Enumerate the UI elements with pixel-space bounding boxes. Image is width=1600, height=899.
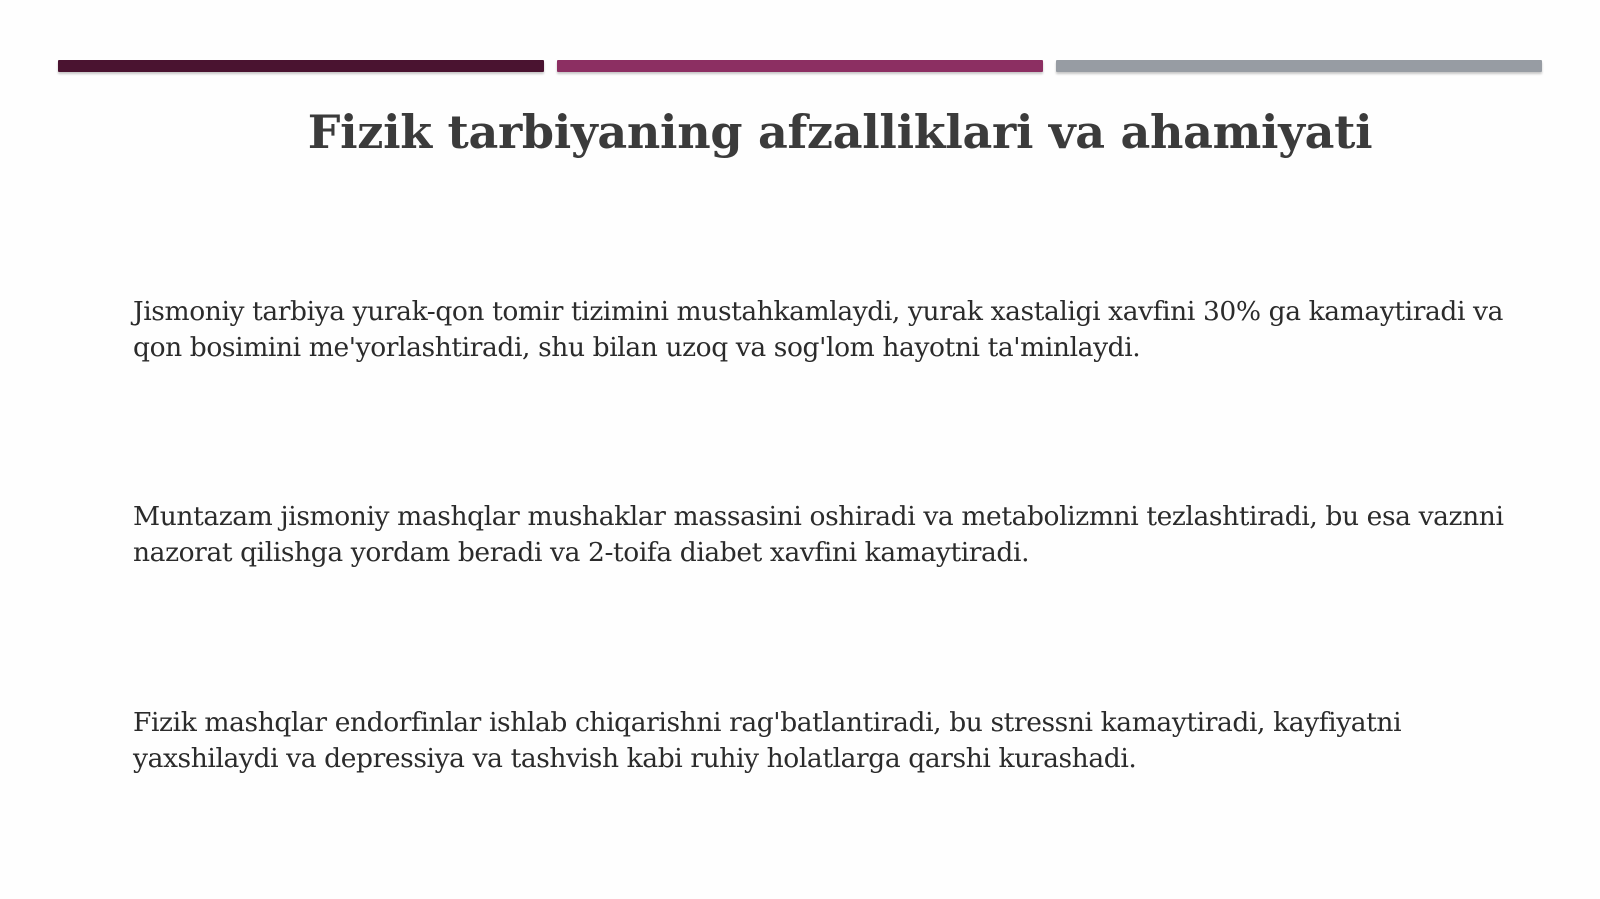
accent-bar-dark [58,60,544,72]
paragraph-mental-health: Fizik mashqlar endorfinlar ishlab chiqarishni rag'batlantiradi, bu stressni kamaytiradi, kayfiyatni yaxshilaydi va depressiya va tashvish kabi ruhiy holatlarga qarshi kurashadi. [133,707,1402,774]
header-accent-bars [58,60,1542,73]
paragraph-metabolism: Muntazam jismoniy mashqlar mushaklar massasini oshiradi va metabolizmni tezlashtiradi, bu esa vaznni nazorat qilishga yordam beradi va 2-toifa diabet xavfini kamaytiradi. [133,501,1504,568]
accent-bar-magenta [557,60,1043,72]
paragraph-cardiovascular: Jismoniy tarbiya yurak-qon tomir tizimini mustahkamlaydi, yurak xastaligi xavfini 30% ga kamaytiradi va qon bosimini me'yorlashtiradi, shu bilan uzoq va sog'lom hayotni ta'minlaydi. [133,296,1504,363]
slide-title: Fizik tarbiyaning afzalliklari va ahamiyati [307,105,1373,159]
accent-bar-gray [1056,60,1542,72]
